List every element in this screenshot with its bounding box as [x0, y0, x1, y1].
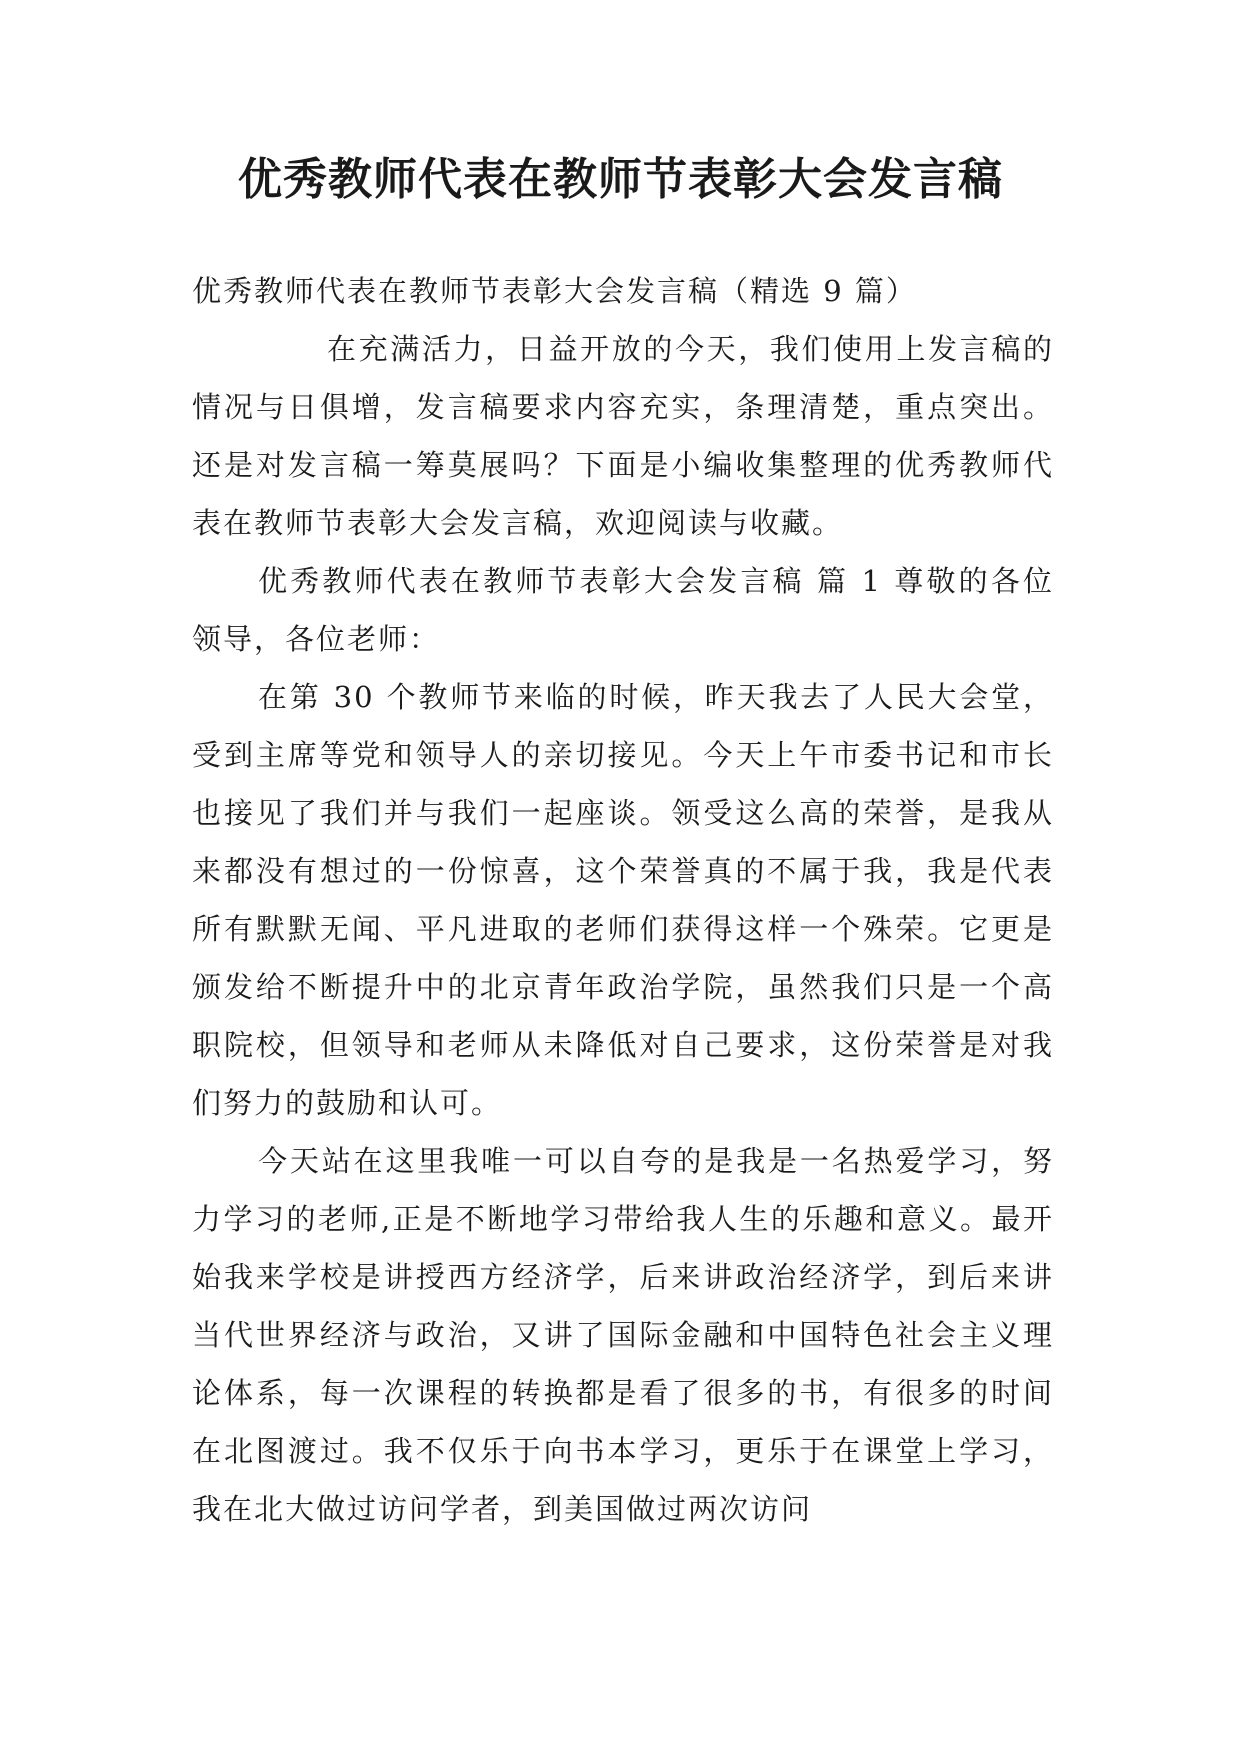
document-title: 优秀教师代表在教师节表彰大会发言稿 [238, 154, 1003, 205]
document-subtitle: 优秀教师代表在教师节表彰大会发言稿（精选 9 篇） [192, 274, 917, 308]
body-paragraph: 在第 30 个教师节来临的时候，昨天我去了人民大会堂，受到主席等党和领导人的亲切接见。今天上午市委书记和市长也接见了我们并与我们一起座谈。领受这么高的荣誉，是我从来都没有想过的一份惊喜，这个荣誉真的不属于我，我是代表所有默默无闻、平凡进取的老师们获得这样一个殊荣。它更是颁发给不断提升中的北京青年政治学院，虽然我们只是一个高职院校，但领导和老师从未降低对自己要求，这份荣誉是对我们努力的鼓励和认可。 [192, 680, 1054, 1120]
section-heading-paragraph: 优秀教师代表在教师节表彰大会发言稿 篇 1 尊敬的各位领导，各位老师： [192, 564, 1054, 656]
body-paragraph: 今天站在这里我唯一可以自夸的是我是一名热爱学习，努力学习的老师,正是不断地学习带给我人生的乐趣和意义。最开始我来学校是讲授西方经济学，后来讲政治经济学，到后来讲当代世界经济与政治，又讲了国际金融和中国特色社会主义理论体系，每一次课程的转换都是看了很多的书，有很多的时间在北图渡过。我不仅乐于向书本学习，更乐于在课堂上学习，我在北大做过访问学者，到美国做过两次访问 [192, 1144, 1054, 1526]
document-body [192, 262, 1054, 1538]
intro-paragraph: 在充满活力，日益开放的今天，我们使用上发言稿的情况与日俱增，发言稿要求内容充实，条理清楚，重点突出。还是对发言稿一筹莫展吗？下面是小编收集整理的优秀教师代表在教师节表彰大会发言稿，欢迎阅读与收藏。 [192, 332, 1054, 540]
